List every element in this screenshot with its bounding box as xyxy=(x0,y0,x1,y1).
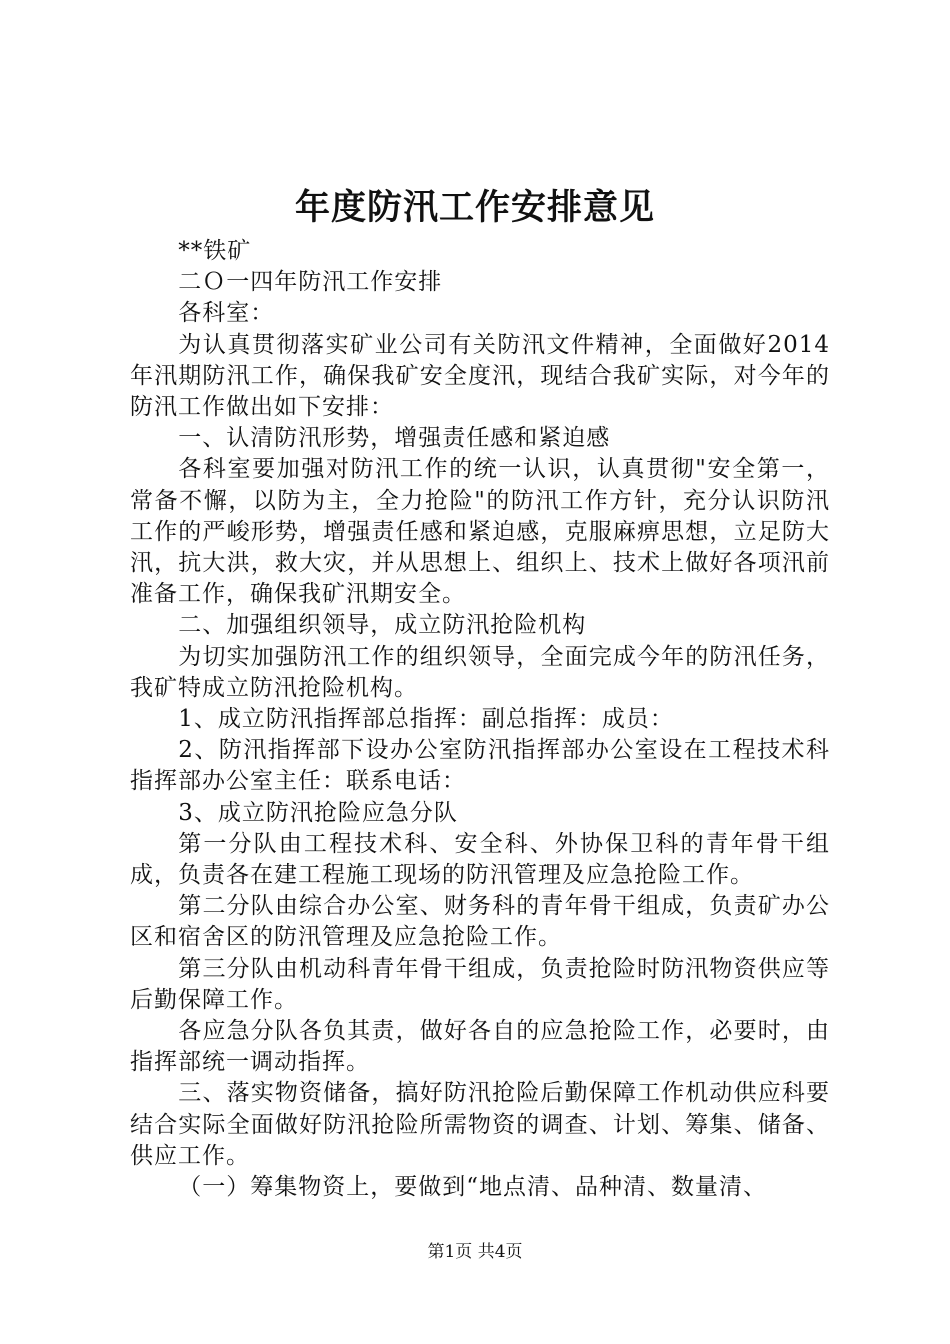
page-footer: 第1页 共4页 xyxy=(427,1242,523,1262)
paragraph: 第三分队由机动科青年骨干组成，负责抢险时防汛物资供应等后勤保障工作。 xyxy=(130,955,830,1013)
paragraph: 3、成立防汛抢险应急分队 xyxy=(178,799,458,826)
paragraph: 为切实加强防汛工作的组织领导，全面完成今年的防汛任务，我矿特成立防汛抢险机构。 xyxy=(130,643,830,701)
paragraph: 1、成立防汛指挥部总指挥：副总指挥：成员： xyxy=(178,706,674,733)
paragraph: 二Ｏ一四年防汛工作安排 xyxy=(178,269,443,296)
paragraph: 各应急分队各负其责，做好各自的应急抢险工作，必要时，由指挥部统一调动指挥。 xyxy=(130,1018,830,1076)
paragraph: 各科室： xyxy=(178,300,275,327)
paragraph: 一、认清防汛形势，增强责任感和紧迫感 xyxy=(178,425,611,452)
paragraph: **铁矿 xyxy=(178,238,252,264)
paragraph: 三、落实物资储备，搞好防汛抢险后勤保障工作机动供应科要结合实际全面做好防汛抢险所需物资的调查、计划、筹集、储备、供应工作。 xyxy=(130,1080,830,1169)
document-title: 年度防汛工作安排意见 xyxy=(294,187,655,228)
paragraph: 2、防汛指挥部下设办公室防汛指挥部办公室设在工程技术科指挥部办公室主任：联系电话： xyxy=(130,737,830,795)
paragraph: （一）筹集物资上，要做到“地点清、品种清、数量清、 xyxy=(178,1174,768,1201)
document-body xyxy=(130,236,830,1203)
paragraph: 第二分队由综合办公室、财务科的青年骨干组成，负责矿办公区和宿舍区的防汛管理及应急抢险工作。 xyxy=(130,893,830,951)
paragraph: 二、加强组织领导，成立防汛抢险机构 xyxy=(178,612,587,639)
paragraph: 第一分队由工程技术科、安全科、外协保卫科的青年骨干组成，负责各在建工程施工现场的防汛管理及应急抢险工作。 xyxy=(130,830,830,889)
paragraph: 各科室要加强对防汛工作的统一认识，认真贯彻"安全第一，常备不懈，以防为主，全力抢险"的防汛工作方针，充分认识防汛工作的严峻形势，增强责任感和紧迫感，克服麻痹思想，立足防大汛，抗大洪，救大灾，并从思想上、组织上、技术上做好各项汛前准备工作，确保我矿汛期安全。 xyxy=(130,456,830,608)
paragraph: 为认真贯彻落实矿业公司有关防汛文件精神，全面做好2014年汛期防汛工作，确保我矿安全度汛，现结合我矿实际，对今年的防汛工作做出如下安排： xyxy=(130,331,830,421)
